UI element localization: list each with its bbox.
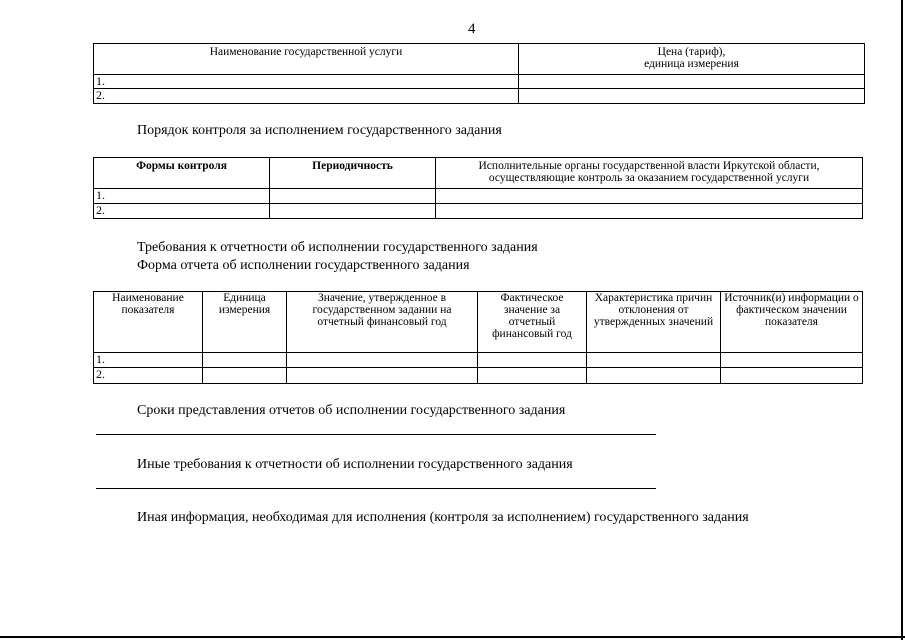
- page-number: 4: [468, 21, 476, 37]
- table-cell: [203, 368, 287, 384]
- table-row: 2.: [94, 368, 203, 384]
- report-form-heading: Форма отчета об исполнении государственного задания: [137, 258, 470, 273]
- table-row: 1.: [94, 353, 203, 368]
- table-cell: [478, 368, 587, 384]
- table-cell: [203, 353, 287, 368]
- other-requirements-rule: [96, 488, 656, 489]
- control-table-header-periodicity: Периодичность: [270, 158, 436, 189]
- report-table-header-unit: Единица измерения: [203, 292, 287, 353]
- price-table: [93, 43, 865, 104]
- table-cell: [721, 368, 863, 384]
- table-cell: [478, 353, 587, 368]
- table-cell: [436, 204, 863, 219]
- table-cell: [270, 204, 436, 219]
- page-border-right: [901, 0, 903, 640]
- deadlines-rule: [96, 434, 656, 435]
- page-border-bottom: [0, 636, 905, 638]
- report-table-header-deviation: Характеристика причин отклонения от утвержденных значений: [587, 292, 721, 353]
- table-cell: [587, 368, 721, 384]
- price-table-header-price: Цена (тариф), единица измерения: [519, 44, 865, 75]
- report-table-header-source: Источник(и) информации о фактическом значении показателя: [721, 292, 863, 353]
- table-cell: [519, 75, 865, 89]
- table-row: 1.: [94, 189, 270, 204]
- table-cell: [287, 353, 478, 368]
- report-table-header-indicator: Наименование показателя: [94, 292, 203, 353]
- table-cell: [519, 89, 865, 104]
- table-cell: [436, 189, 863, 204]
- table-cell: [721, 353, 863, 368]
- report-table: [93, 291, 863, 384]
- price-table-header-service: Наименование государственной услуги: [94, 44, 519, 75]
- control-table-header-authorities: Исполнительные органы государственной власти Иркутской области, осуществляющие контроль за оказанием государственной услуги: [436, 158, 863, 189]
- table-row: 1.: [94, 75, 519, 89]
- deadlines-heading: Сроки представления отчетов об исполнении государственного задания: [137, 403, 566, 418]
- table-row: 2.: [94, 89, 519, 104]
- table-row: 2.: [94, 204, 270, 219]
- other-info-heading: Иная информация, необходимая для исполнения (контроля за исполнением) государственного задания: [137, 510, 749, 525]
- reporting-heading: Требования к отчетности об исполнении государственного задания: [137, 240, 538, 255]
- control-table: [93, 157, 863, 219]
- report-table-header-actual: Фактическое значение за отчетный финансовый год: [478, 292, 587, 353]
- other-requirements-heading: Иные требования к отчетности об исполнении государственного задания: [137, 457, 573, 472]
- table-cell: [587, 353, 721, 368]
- table-cell: [270, 189, 436, 204]
- control-table-header-forms: Формы контроля: [94, 158, 270, 189]
- report-table-header-approved: Значение, утвержденное в государственном задании на отчетный финансовый год: [287, 292, 478, 353]
- table-cell: [287, 368, 478, 384]
- control-heading: Порядок контроля за исполнением государственного задания: [137, 123, 502, 138]
